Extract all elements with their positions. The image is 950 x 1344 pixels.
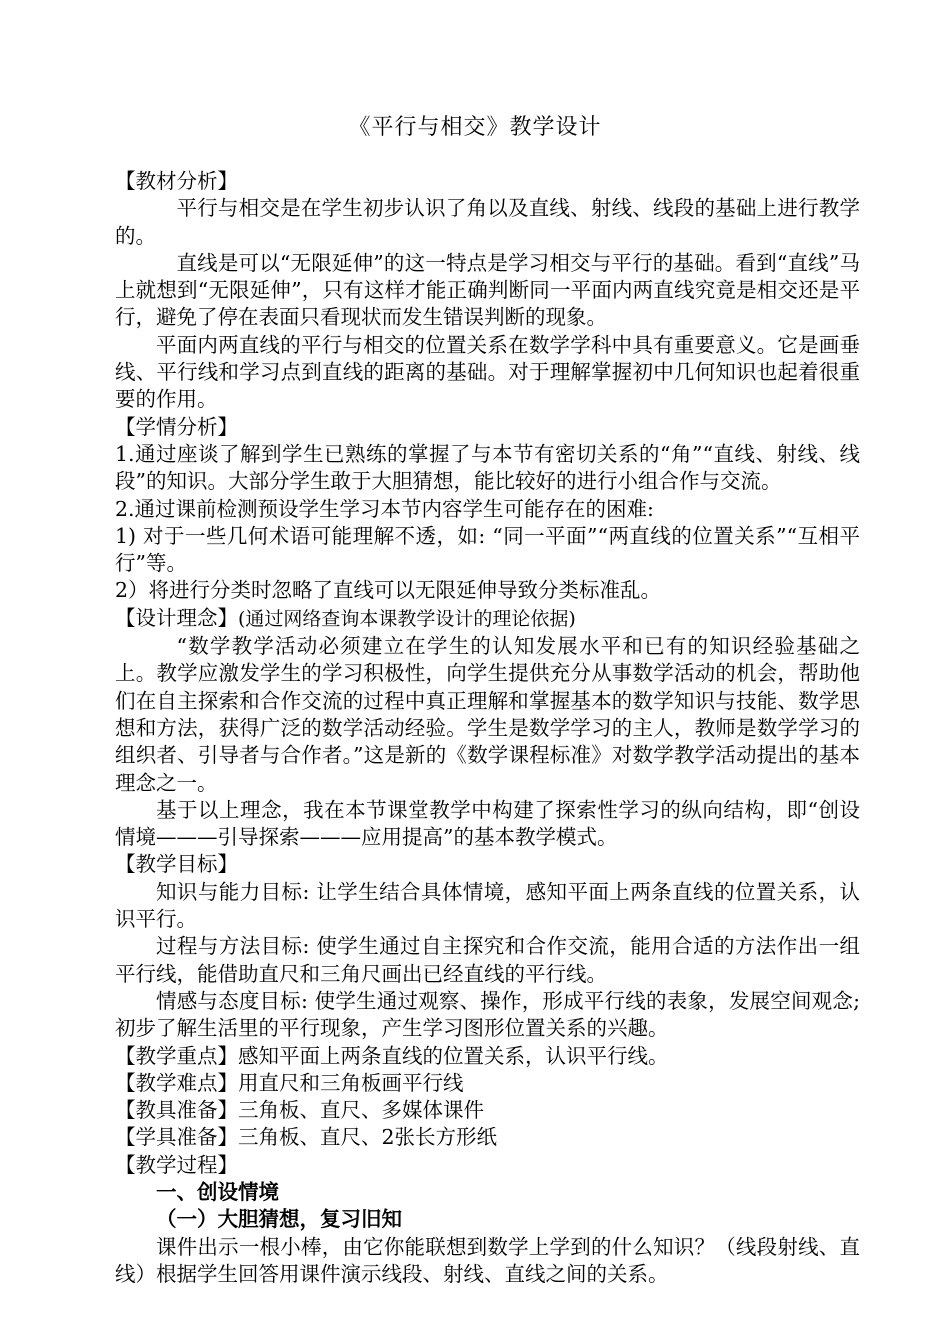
section-heading-students: 【学情分析】 (115, 414, 238, 439)
student-tools-line (115, 1124, 860, 1151)
students-paragraph-1: 1.通过座谈了解到学生已熟练的掌握了与本节有密切关系的“角”“直线、射线、线段”的知识。大部分学生敢于大胆猜想，能比较好的进行小组合作与交流。 (115, 441, 860, 494)
section-heading-difficulty: 【教学难点】 (115, 1070, 238, 1095)
teacher-tools-text: 三角板、直尺、多媒体课件 (238, 1098, 484, 1123)
material-paragraph-3: 平面内两直线的平行与相交的位置关系在数学学科中具有重要意义。它是画垂线、平行线和学习点到直线的距离的基础。对于理解掌握初中几何知识也起着很重要的作用。 (115, 332, 860, 412)
concept-note: (通过网络查询本课教学设计的理论依据) (238, 607, 576, 630)
goals-paragraph-1: 知识与能力目标: 让学生结合具体情境，感知平面上两条直线的位置关系，认识平行。 (115, 879, 860, 932)
material-paragraph-2: 直线是可以“无限延伸”的这一特点是学习相交与平行的基础。看到“直线”马上就想到“无限延伸”，只有这样才能正确判断同一平面内两直线究竟是相交还是平行，避免了停在表面只看现状而发生错误判断的现象。 (115, 250, 860, 330)
concept-paragraph-2: 基于以上理念，我在本节课堂教学中构建了探索性学习的纵向结构，即“创设情境———引导探索———应用提高”的基本教学模式。 (115, 797, 860, 850)
goals-paragraph-3: 情感与态度目标: 使学生通过观察、操作，形成平行线的表象，发展空间观念; 初步了解生活里的平行现象，产生学习图形位置关系的兴趣。 (115, 988, 860, 1041)
document-body (115, 168, 860, 1288)
material-paragraph-1: 平行与相交是在学生初步认识了角以及直线、射线、线段的基础上进行教学的。 (115, 196, 860, 248)
section-heading-concept: 【设计理念】 (115, 605, 238, 630)
process-subheading-2: （一）大胆猜想，复习旧知 (156, 1207, 402, 1232)
students-paragraph-4: 2）将进行分类时忽略了直线可以无限延伸导致分类标准乱。 (115, 578, 662, 603)
student-tools-text: 三角板、直尺、2张长方形纸 (238, 1125, 498, 1150)
key-point-line (115, 1043, 860, 1070)
page-title: 《平行与相交》教学设计 (348, 115, 602, 140)
section-heading-process: 【教学过程】 (115, 1152, 238, 1177)
section-heading-teacher-tools: 【教具准备】 (115, 1098, 238, 1123)
students-paragraph-2: 2.通过课前检测预设学生学习本节内容学生可能存在的困难: (115, 496, 654, 521)
process-paragraph-1: 课件出示一根小棒，由它你能联想到数学上学到的什么知识？（线段射线、直线）根据学生回答用课件演示线段、射线、直线之间的关系。 (115, 1234, 860, 1286)
section-heading-material: 【教材分析】 (115, 169, 238, 193)
teacher-tools-line (115, 1097, 860, 1124)
process-subheading-1: 一、创设情境 (156, 1179, 279, 1204)
concept-paragraph-1: “数学教学活动必须建立在学生的认知发展水平和已有的知识经验基础之上。教学应激发学生的学习积极性，向学生提供充分从事数学活动的机会，帮助他们在自主探索和合作交流的过程中真正理解和掌握基本的数学知识与技能、数学思想和方法，获得广泛的数学活动经验。学生是数学学习的主人，教师是数学学习的组织者、引导者与合作者。”这是新的《数学课程标准》对数学教学活动提出的基本理念之一。 (115, 634, 860, 795)
section-heading-student-tools: 【学具准备】 (115, 1125, 238, 1150)
section-heading-goals: 【教学目标】 (115, 852, 238, 877)
students-paragraph-3: 1) 对于一些几何术语可能理解不透，如: “同一平面”“两直线的位置关系”“互相平行”等。 (115, 523, 860, 576)
difficulty-line (115, 1070, 860, 1097)
key-point-text: 感知平面上两条直线的位置关系，认识平行线。 (238, 1043, 669, 1068)
section-heading-key: 【教学重点】 (115, 1043, 238, 1068)
concept-heading-line (115, 605, 860, 633)
goals-paragraph-2: 过程与方法目标: 使学生通过自主探究和合作交流，能用合适的方法作出一组平行线，能借助直尺和三角尺画出已经直线的平行线。 (115, 934, 860, 986)
difficulty-text: 用直尺和三角板画平行线 (238, 1070, 464, 1095)
